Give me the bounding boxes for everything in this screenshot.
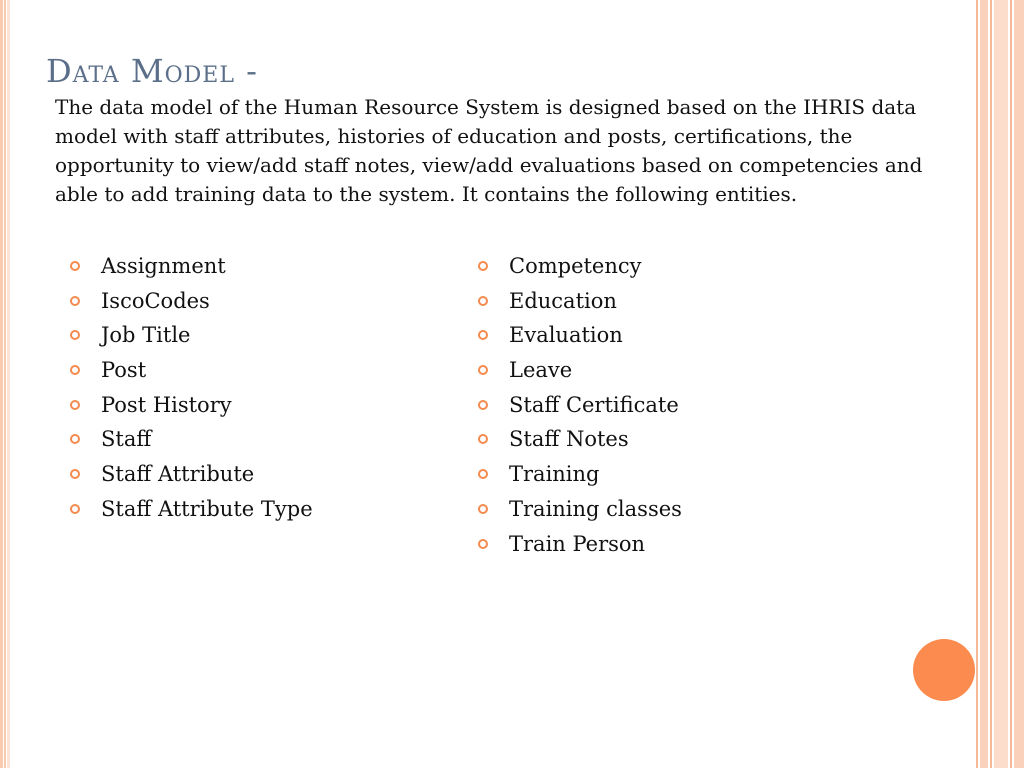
list-item xyxy=(478,425,878,460)
intro-paragraph: The data model of the Human Resource System is designed based on the IHRIS data model with staff attributes, histories of education and posts, certifications, the opportunity to view/add staff notes, view/add evaluations based on competencies and able to add training data to the system. It contains the following entities. xyxy=(55,95,923,206)
list-item xyxy=(478,391,878,426)
bullet-icon xyxy=(70,365,80,375)
bullet-icon xyxy=(70,400,80,410)
list-item xyxy=(478,530,878,565)
bullet-icon xyxy=(478,365,488,375)
entity-label: Staff Attribute xyxy=(101,462,255,487)
entity-label: Staff Attribute Type xyxy=(101,496,313,521)
list-item xyxy=(478,287,878,322)
list-item xyxy=(70,356,440,391)
left-decorative-border xyxy=(0,0,10,768)
entity-label: Job Title xyxy=(101,323,191,348)
decorative-circle xyxy=(913,639,975,701)
entity-label: Leave xyxy=(509,358,573,383)
slide-title: Data Model - xyxy=(46,52,258,90)
bullet-icon xyxy=(70,261,80,271)
list-item xyxy=(478,252,878,287)
entity-list-left xyxy=(70,252,440,530)
list-item xyxy=(70,252,440,287)
list-item xyxy=(70,425,440,460)
bullet-icon xyxy=(478,434,488,444)
list-item xyxy=(70,391,440,426)
entity-label: Education xyxy=(509,288,617,313)
list-item xyxy=(478,356,878,391)
entity-label: Post xyxy=(101,358,147,383)
entity-label: Staff xyxy=(101,427,152,452)
right-decorative-border xyxy=(976,0,1024,768)
entity-label: Training xyxy=(509,462,600,487)
entity-label: Train Person xyxy=(509,531,646,556)
entity-label: Staff Notes xyxy=(509,427,629,452)
bullet-icon xyxy=(70,296,80,306)
bullet-icon xyxy=(478,261,488,271)
list-item xyxy=(70,460,440,495)
bullet-icon xyxy=(478,296,488,306)
entity-list-right xyxy=(478,252,878,564)
bullet-icon xyxy=(70,469,80,479)
list-item xyxy=(70,495,440,530)
bullet-icon xyxy=(478,539,488,549)
bullet-icon xyxy=(478,469,488,479)
entity-label: Staff Certificate xyxy=(509,392,679,417)
list-item xyxy=(478,495,878,530)
list-item xyxy=(70,287,440,322)
bullet-icon xyxy=(478,330,488,340)
bullet-icon xyxy=(478,400,488,410)
bullet-icon xyxy=(70,434,80,444)
list-item xyxy=(478,460,878,495)
entity-label: Post History xyxy=(101,392,232,417)
entity-label: Evaluation xyxy=(509,323,623,348)
bullet-icon xyxy=(70,504,80,514)
bullet-icon xyxy=(478,504,488,514)
bullet-icon xyxy=(70,330,80,340)
list-item xyxy=(70,321,440,356)
list-item xyxy=(478,321,878,356)
entity-label: Training classes xyxy=(509,496,682,521)
entity-label: IscoCodes xyxy=(101,288,210,313)
entity-label: Competency xyxy=(509,254,642,278)
entity-label: Assignment xyxy=(101,254,226,278)
